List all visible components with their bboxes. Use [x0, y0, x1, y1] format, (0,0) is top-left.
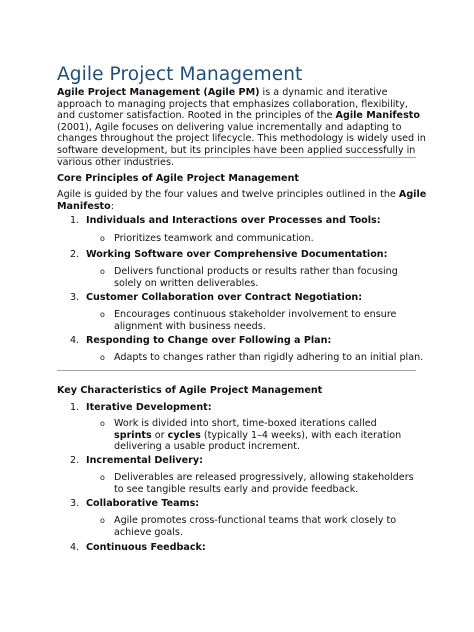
char-item-2-bullet-text: Deliverables are released progressively, allowing stakeholders to see tangible results early and provide feedback. [114, 472, 414, 495]
char-item-1-bold-sprints: sprints [114, 429, 152, 441]
core-heading: Core Principles of Agile Project Management [57, 173, 299, 184]
core-item-1-label: Individuals and Interactions over Processes and Tools: [86, 215, 381, 226]
core-item-4-label: Responding to Change over Following a Plan: [86, 335, 332, 346]
intro-text-1: is a dynamic and iterative approach to managing projects that emphasizes collaboration, flexibility, and customer satisfaction. Rooted in the principles of the [57, 87, 408, 122]
core-item-4-number: 4. [70, 335, 80, 346]
core-item-2-label: Working Software over Comprehensive Documentation: [86, 249, 388, 260]
char-item-1 [70, 402, 430, 414]
char-item-1-text-2: or [151, 429, 168, 441]
char-item-1-bold-cycles: cycles [167, 429, 201, 441]
char-item-1-label: Iterative Development: [86, 402, 212, 413]
core-item-3-label: Customer Collaboration over Contract Negotiation: [86, 292, 363, 303]
core-item-2-bullet-text: Delivers functional products or results rather than focusing solely on written deliverables. [114, 266, 398, 289]
intro-paragraph [57, 87, 427, 168]
char-item-4-label: Continuous Feedback: [86, 542, 206, 553]
characteristics-heading: Key Characteristics of Agile Project Management [57, 385, 323, 396]
core-item-4 [70, 335, 430, 347]
bullet-marker: o [100, 234, 105, 243]
char-item-1-number: 1. [70, 402, 80, 413]
char-item-4-number: 4. [70, 542, 80, 553]
char-item-2 [70, 455, 430, 467]
intro-text-2: (2001), Agile focuses on delivering value incrementally and adapting to changes throughout the project lifecycle. This methodology is widely used in software development, but its principles have been applied successfully in various other industries. [57, 121, 426, 168]
intro-bold-manifesto: Agile Manifesto [335, 110, 420, 122]
core-item-3-number: 3. [70, 292, 80, 303]
page-title: Agile Project Management [57, 64, 303, 85]
core-lead-text-2: : [110, 200, 114, 212]
char-item-1-bullet-text [114, 418, 414, 453]
core-lead-paragraph [57, 189, 427, 212]
core-item-4-bullet-text: Adapts to changes rather than rigidly adhering to an initial plan. [114, 352, 424, 363]
bullet-marker: o [100, 419, 105, 428]
core-item-2 [70, 249, 430, 261]
char-item-3 [70, 498, 430, 510]
bullet-marker: o [100, 516, 105, 525]
bullet-marker: o [100, 353, 105, 362]
core-item-3 [70, 292, 430, 304]
divider-1 [57, 157, 416, 158]
char-item-4 [70, 542, 430, 554]
core-lead-text-1: Agile is guided by the four values and twelve principles outlined in the [57, 189, 399, 200]
char-item-1-text-3: (typically 1–4 weeks), with each iteration delivering a usable product increment. [114, 429, 402, 453]
char-item-3-bullet-text: Agile promotes cross-functional teams that work closely to achieve goals. [114, 515, 397, 538]
char-item-2-label: Incremental Delivery: [86, 455, 203, 466]
char-item-3-label: Collaborative Teams: [86, 498, 200, 509]
core-item-3-bullet-text: Encourages continuous stakeholder involvement to ensure alignment with business needs. [114, 309, 397, 332]
core-item-1 [70, 215, 430, 227]
core-item-2-number: 2. [70, 249, 80, 260]
char-item-2-number: 2. [70, 455, 80, 466]
intro-bold-term: Agile Project Management (Agile PM) [57, 87, 260, 98]
bullet-marker: o [100, 310, 105, 319]
bullet-marker: o [100, 267, 105, 276]
char-item-3-number: 3. [70, 498, 80, 509]
divider-2 [57, 370, 416, 371]
core-item-1-bullet-text: Prioritizes teamwork and communication. [114, 233, 314, 244]
core-item-1-number: 1. [70, 215, 80, 226]
char-item-1-text-1: Work is divided into short, time-boxed iterations called [114, 418, 377, 429]
core-lead-bold: Agile Manifesto [57, 189, 427, 212]
bullet-marker: o [100, 473, 105, 482]
